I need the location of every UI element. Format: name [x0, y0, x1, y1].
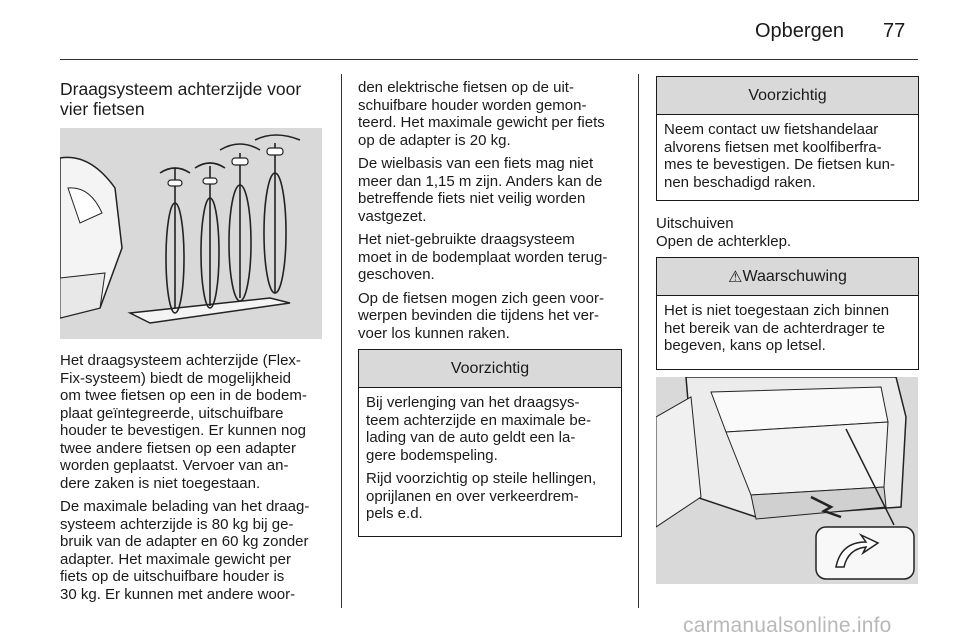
text-line: Neem contact uw fietshandelaar	[664, 121, 879, 138]
instruction-open-tailgate: Open de achterklep.	[656, 232, 792, 250]
section-title	[60, 79, 332, 119]
paragraph-intro	[60, 352, 335, 492]
text-line: werpen bevinden die tijdens het ver-	[358, 307, 599, 324]
text-line: teem achterzijde en maximale be-	[366, 411, 592, 429]
text-line: alvorens fietsen met koolfiberfra-	[664, 138, 882, 156]
text-line: meer dan 1,15 m zijn. Anders kan de	[358, 172, 603, 190]
bike-carrier-drawing	[60, 128, 322, 339]
text-line: 30 kg. Er kunnen met andere woor-	[60, 585, 296, 603]
bike-carrier-illustration	[60, 128, 322, 339]
paragraph-loose-objects	[358, 290, 633, 343]
text-line: om twee fietsen op een in de bodem-	[60, 387, 307, 404]
text-line: geschoven.	[358, 266, 435, 283]
text-line: Het draagsysteem achterzijde (Flex-	[60, 352, 301, 369]
column-2-text	[358, 79, 633, 348]
text-line: plaat geïntegreerde, uitschuifbare	[60, 404, 284, 422]
text-line: Op de fietsen mogen zich geen voor-	[358, 289, 604, 307]
caution-box-body	[657, 115, 918, 191]
paragraph-wheelbase	[358, 155, 633, 225]
text-line: twee andere fietsen op een adapter	[60, 439, 297, 457]
text-line: mes te bevestigen. De fietsen kun-	[664, 156, 895, 173]
text-line: voer los kunnen raken.	[358, 324, 510, 342]
warning-box-title	[657, 258, 918, 296]
section-title-line: vier fietsen	[60, 99, 145, 119]
text-line: schuifbare houder worden gemon-	[358, 96, 587, 114]
text-line: De maximale belading van het draag-	[60, 498, 310, 515]
text-line: nen beschadigd raken.	[664, 173, 816, 191]
caution-box-body	[359, 388, 621, 523]
text-line: Fix-systeem) biedt de mogelijkheid	[60, 369, 291, 387]
running-header-section: Opbergen	[755, 20, 844, 42]
caution-box-carbon-frames	[656, 76, 919, 201]
text-line: op de adapter is 20 kg.	[358, 131, 511, 149]
warning-triangle-icon: ⚠	[728, 267, 743, 286]
text-line: Rijd voorzichtig op steile hellingen,	[366, 470, 597, 487]
column-1-text	[60, 352, 335, 609]
text-line: oprijlanen en over verkeerdrem-	[366, 487, 579, 505]
text-line: Bij verlenging van het draagsys-	[366, 394, 580, 411]
text-line: houder te bevestigen. Er kunnen nog	[60, 422, 307, 439]
text-line: systeem achterzijde is 80 kg bij ge-	[60, 515, 294, 533]
text-line: lading van de auto geldt een la-	[366, 429, 576, 446]
header-rule	[60, 59, 918, 60]
tailgate-drawing	[656, 377, 918, 584]
section-title-line: Draagsysteem achterzijde voor	[60, 79, 302, 99]
page-number: 77	[883, 20, 906, 42]
text-line: dere zaken is niet toegestaan.	[60, 474, 261, 492]
watermark: carmanualsonline.info	[683, 614, 892, 637]
text-line: betreffende fiets niet veilig worden	[358, 190, 586, 207]
text-line: fiets op de uitschuifbare houder is	[60, 568, 285, 585]
column-divider-right	[638, 74, 639, 608]
text-line: worden geplaatst. Vervoer van an-	[60, 457, 289, 474]
text-line: begeven, kans op letsel.	[664, 337, 826, 354]
warning-box	[656, 257, 919, 370]
paragraph-load	[60, 498, 335, 603]
text-line: adapter. Het maximale gewicht per	[60, 550, 291, 568]
text-line: gere bodemspeling.	[366, 446, 498, 464]
text-line: den elektrische fietsen op de uit-	[358, 79, 574, 96]
text-line: De wielbasis van een fiets mag niet	[358, 155, 594, 172]
column-1	[60, 79, 332, 119]
caution-box-title: Voorzichtig	[657, 77, 918, 115]
caution-paragraph	[366, 394, 614, 464]
text-line: teerd. Het maximale gewicht per fiets	[358, 114, 605, 131]
text-line: het bereik van de achterdrager te	[664, 319, 885, 337]
column-divider-left	[341, 74, 342, 608]
caution-box-ground-clearance	[358, 349, 622, 537]
caution-box-title: Voorzichtig	[359, 350, 621, 388]
text-line: bruik van de adapter en 60 kg zonder	[60, 533, 309, 550]
text-line: moet in de bodemplaat worden terug-	[358, 248, 608, 266]
text-line: Het niet-gebruikte draagsysteem	[358, 231, 575, 248]
text-line: pels e.d.	[366, 505, 423, 522]
warning-title-text: Waarschuwing	[742, 267, 847, 285]
paragraph-ebike	[358, 79, 633, 149]
column-3-text	[656, 215, 918, 250]
text-line: vastgezet.	[358, 207, 427, 225]
subheading-extend: Uitschuiven	[656, 215, 734, 232]
paragraph-unused	[358, 231, 633, 284]
warning-box-body	[657, 296, 918, 355]
caution-paragraph	[366, 470, 614, 523]
tailgate-illustration	[656, 377, 918, 584]
text-line: Het is niet toegestaan zich binnen	[664, 302, 890, 319]
